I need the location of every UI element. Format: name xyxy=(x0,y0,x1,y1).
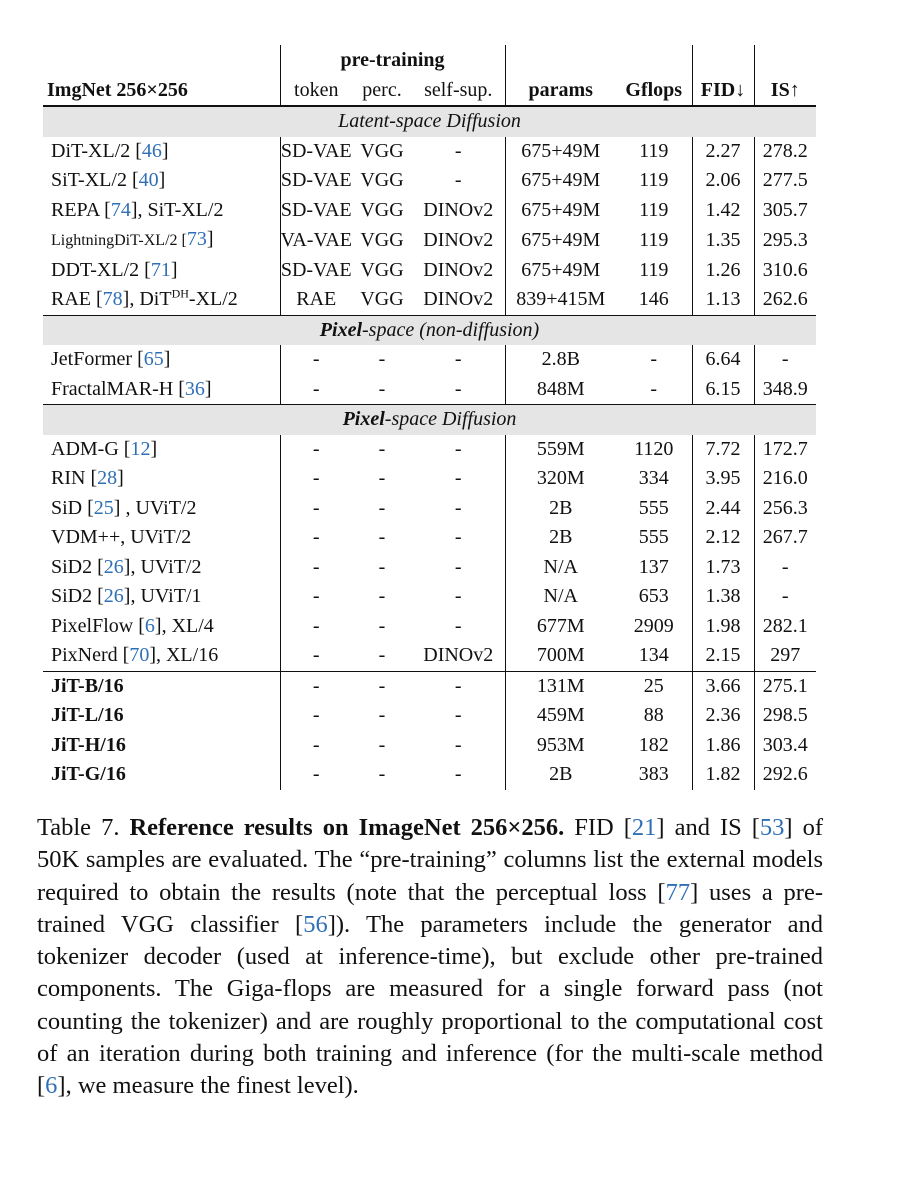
cell-perc: - xyxy=(352,375,412,405)
text-segment: ] uses a pre-trained VGG classifier [ xyxy=(37,878,823,938)
cell-is: 262.6 xyxy=(754,285,816,315)
text-segment: REPA [ xyxy=(51,198,111,221)
cell-gflops: 2909 xyxy=(633,614,674,637)
cell-gflops: 555 xyxy=(638,526,669,548)
method-name xyxy=(43,464,280,494)
text-segment: SiD2 [ xyxy=(51,585,104,607)
citation-link[interactable]: 6 xyxy=(144,614,155,637)
citation-link[interactable]: 74 xyxy=(110,198,131,221)
header-row-2 xyxy=(43,75,816,106)
cell-params: 2.8B xyxy=(505,345,616,375)
table-row xyxy=(43,256,816,286)
cell-params: 2B xyxy=(505,523,616,553)
method-name xyxy=(43,612,280,642)
cell-self-sup: - xyxy=(454,496,462,519)
cell-gflops: 134 xyxy=(616,641,692,671)
method-name xyxy=(43,345,280,375)
cell-fid: 7.72 xyxy=(692,435,754,465)
method-name xyxy=(43,435,280,465)
cell-token: - xyxy=(280,582,352,612)
citation-link[interactable]: 78 xyxy=(102,288,123,310)
cell-token: SD-VAE xyxy=(280,137,352,167)
cell-gflops: 182 xyxy=(638,733,669,756)
cell-perc: - xyxy=(378,555,386,578)
text-segment: RIN [ xyxy=(51,467,98,489)
cell-perc: - xyxy=(378,674,386,697)
col-token: token xyxy=(280,75,352,106)
cell-fid: 1.26 xyxy=(692,256,754,286)
cell-perc: - xyxy=(378,704,386,726)
citation-link[interactable]: 28 xyxy=(97,467,118,489)
cell-token: - xyxy=(280,731,352,761)
text-segment: ] xyxy=(206,228,214,250)
section-label xyxy=(43,315,816,345)
cell-self-sup: - xyxy=(454,763,462,785)
method-name xyxy=(43,225,280,256)
text-segment: FID [ xyxy=(564,814,632,841)
cell-perc: VGG xyxy=(360,258,404,281)
cell-is: 172.7 xyxy=(754,435,816,465)
cell-perc: - xyxy=(378,585,386,607)
col-self-sup: self-sup. xyxy=(412,75,505,106)
cell-gflops: 383 xyxy=(638,763,669,785)
cell-self-sup: - xyxy=(454,437,462,460)
superscript: DH xyxy=(171,286,189,301)
citation-link[interactable]: 12 xyxy=(130,437,151,460)
cell-token: - xyxy=(280,345,352,375)
cell-fid: 6.64 xyxy=(692,345,754,375)
cell-gflops: 137 xyxy=(638,555,669,578)
method-name xyxy=(43,553,280,583)
cell-gflops: 119 xyxy=(639,169,669,191)
cell-self-sup: DINOv2 xyxy=(412,641,505,671)
method-name xyxy=(43,285,280,315)
cell-params: 675+49M xyxy=(505,196,616,226)
cell-fid: 1.42 xyxy=(692,196,754,226)
cell-gflops: 653 xyxy=(638,585,669,607)
text-segment: SiD [ xyxy=(51,496,94,519)
text-segment: FractalMAR-H [ xyxy=(51,377,185,400)
cell-self-sup: DINOv2 xyxy=(423,198,494,221)
citation-link[interactable]: 26 xyxy=(103,555,124,578)
text-segment: -XL/2 xyxy=(188,288,238,310)
cell-self-sup: - xyxy=(454,733,462,756)
text-segment: PixNerd [ xyxy=(51,644,130,666)
cell-fid: 6.15 xyxy=(692,375,754,405)
text-segment: ], UViT/1 xyxy=(123,585,202,607)
section-label-text: -space Diffusion xyxy=(384,408,517,430)
text-segment: ], UViT/2 xyxy=(123,555,202,578)
cell-token: VA-VAE xyxy=(280,225,352,256)
cell-is: 292.6 xyxy=(754,760,816,790)
cell-is: 297 xyxy=(754,641,816,671)
cell-fid: 2.44 xyxy=(692,494,754,524)
cell-params: N/A xyxy=(505,582,616,612)
table-row xyxy=(43,464,816,494)
cell-self-sup: - xyxy=(412,375,505,405)
section-label-bold: Pixel xyxy=(342,408,385,430)
cell-is: 348.9 xyxy=(754,375,816,405)
method-name xyxy=(43,731,280,761)
table-row xyxy=(43,641,816,671)
table-row xyxy=(43,731,816,761)
cell-gflops: 334 xyxy=(638,467,669,489)
cell-params: 2B xyxy=(505,760,616,790)
cell-token: - xyxy=(280,641,352,671)
cell-fid: 1.73 xyxy=(692,553,754,583)
text-segment: ] and IS [ xyxy=(656,814,760,841)
text-segment: ], XL/16 xyxy=(149,644,219,666)
cell-perc: - xyxy=(378,437,386,460)
cell-params: 675+49M xyxy=(505,137,616,167)
cell-params: 675+49M xyxy=(505,256,616,286)
cell-perc: VGG xyxy=(360,169,404,191)
text-segment: ] xyxy=(150,437,158,460)
cell-perc: - xyxy=(378,763,386,785)
method-name xyxy=(43,523,280,553)
cell-token: - xyxy=(280,435,352,465)
cell-self-sup: - xyxy=(454,674,462,697)
table-row xyxy=(43,225,816,256)
cell-is: - xyxy=(754,345,816,375)
cell-is: 298.5 xyxy=(754,701,816,731)
text-segment: LightningDiT-XL/2 [ xyxy=(51,232,187,249)
cell-params: 559M xyxy=(505,435,616,465)
cell-token: - xyxy=(280,612,352,642)
cell-token: RAE xyxy=(280,285,352,315)
cell-perc: - xyxy=(378,348,386,370)
cell-is: 282.1 xyxy=(754,612,816,642)
cell-is: - xyxy=(754,582,816,612)
cell-gflops: 119 xyxy=(639,139,669,162)
text-segment: ] xyxy=(117,467,124,489)
cell-fid: 1.13 xyxy=(692,285,754,315)
text-segment: RAE [ xyxy=(51,288,103,310)
cell-perc: VGG xyxy=(352,285,412,315)
cell-self-sup: - xyxy=(454,585,462,607)
cell-self-sup: - xyxy=(454,348,462,370)
cell-self-sup: DINOv2 xyxy=(423,228,494,251)
cell-token: - xyxy=(280,375,352,405)
cell-fid: 1.98 xyxy=(692,612,754,642)
cell-gflops: 119 xyxy=(639,198,669,221)
text-segment: JiT-G/16 xyxy=(51,763,126,785)
cell-perc: - xyxy=(378,467,386,489)
cell-token: SD-VAE xyxy=(280,166,352,196)
table-row xyxy=(43,494,816,524)
citation-link[interactable]: 56 xyxy=(303,910,328,938)
text-segment: ] xyxy=(163,348,171,370)
cell-perc: VGG xyxy=(360,198,404,221)
table-row xyxy=(43,375,816,405)
text-segment: ] xyxy=(158,169,166,191)
cell-params: 459M xyxy=(505,701,616,731)
cell-is: 216.0 xyxy=(754,464,816,494)
col-fid: FID↓ xyxy=(692,75,754,106)
cell-fid: 3.95 xyxy=(692,464,754,494)
text-segment: DiT-XL/2 [ xyxy=(51,139,142,162)
text-segment: DDT-XL/2 [ xyxy=(51,258,151,281)
citation-link[interactable]: 46 xyxy=(141,139,162,162)
cell-params: 675+49M xyxy=(505,166,616,196)
citation-link[interactable]: 70 xyxy=(129,644,150,666)
text-segment: ]). The parameters include the generator and tokenizer decoder (used at inference-time), but exclude other pre-trained components. The Giga-flops are measured for a single forward pass (not counting the tokenizer) and are roughly proportional to the computational cost of an iteration during both training and inference (for the multi-scale method [ xyxy=(37,910,824,1100)
section-label-text: Latent-space Diffusion xyxy=(338,110,521,132)
cell-self-sup: DINOv2 xyxy=(423,258,494,281)
cell-params: 675+49M xyxy=(505,225,616,256)
table-row xyxy=(43,671,816,701)
citation-link[interactable]: 36 xyxy=(184,377,205,400)
text-segment: ADM-G [ xyxy=(51,437,131,460)
cell-perc: - xyxy=(378,733,386,756)
cell-self-sup: - xyxy=(454,526,462,548)
cell-fid: 2.06 xyxy=(692,166,754,196)
text-segment: ] , UViT/2 xyxy=(113,496,197,519)
citation-link[interactable]: 53 xyxy=(759,814,785,841)
cell-token: - xyxy=(280,671,352,701)
cell-perc: - xyxy=(352,641,412,671)
cell-gflops: - xyxy=(650,348,658,370)
cell-gflops: - xyxy=(616,375,692,405)
cell-fid: 2.12 xyxy=(692,523,754,553)
text-segment: ], DiT xyxy=(122,288,172,310)
col-gflops: Gflops xyxy=(616,75,692,106)
cell-is: 267.7 xyxy=(754,523,816,553)
cell-fid: 1.38 xyxy=(692,582,754,612)
citation-link[interactable]: 65 xyxy=(143,348,164,370)
text-segment: Table 7. xyxy=(37,814,130,841)
method-name xyxy=(43,494,280,524)
pretraining-group-header: pre-training xyxy=(280,45,505,75)
section-label-text: -space (non-diffusion) xyxy=(362,318,540,341)
table-row xyxy=(43,285,816,315)
section-header xyxy=(43,315,816,345)
section-header xyxy=(43,405,816,435)
table-row xyxy=(43,345,816,375)
cell-token: SD-VAE xyxy=(280,196,352,226)
section-header xyxy=(43,106,816,137)
cell-perc: VGG xyxy=(360,139,404,162)
text-segment: ], XL/4 xyxy=(154,614,214,637)
cell-fid: 1.35 xyxy=(692,225,754,256)
citation-link[interactable]: 71 xyxy=(150,258,171,281)
cell-is: 278.2 xyxy=(754,137,816,167)
cell-fid: 2.27 xyxy=(692,137,754,167)
text-segment: JiT-B/16 xyxy=(51,674,124,697)
cell-self-sup: - xyxy=(454,704,462,726)
caption-bold: Reference results on ImageNet 256×256. xyxy=(129,814,565,841)
cell-token: - xyxy=(280,701,352,731)
text-segment: SiT-XL/2 [ xyxy=(51,169,139,191)
cell-params: 320M xyxy=(505,464,616,494)
cell-token: - xyxy=(280,553,352,583)
text-segment: JetFormer [ xyxy=(51,348,144,370)
method-name xyxy=(43,256,280,286)
cell-params: 848M xyxy=(505,375,616,405)
cell-is: 277.5 xyxy=(754,166,816,196)
cell-gflops: 119 xyxy=(639,228,669,251)
cell-gflops: 1120 xyxy=(634,437,674,460)
cell-fid: 2.15 xyxy=(692,641,754,671)
section-label xyxy=(43,405,816,435)
results-table xyxy=(43,45,816,790)
table-title-header: ImgNet 256×256 xyxy=(43,75,280,106)
cell-perc: - xyxy=(378,614,386,637)
cell-params: 2B xyxy=(505,494,616,524)
table-row xyxy=(43,582,816,612)
text-segment: JiT-H/16 xyxy=(51,733,126,756)
cell-gflops: 88 xyxy=(643,704,664,726)
cell-self-sup: - xyxy=(454,467,462,489)
col-params: params xyxy=(505,75,616,106)
citation-link[interactable]: 40 xyxy=(138,169,159,191)
cell-gflops: 119 xyxy=(639,258,669,281)
table-row xyxy=(43,137,816,167)
cell-params: 131M xyxy=(505,671,616,701)
method-name xyxy=(43,671,280,701)
cell-fid: 1.86 xyxy=(692,731,754,761)
method-name xyxy=(43,166,280,196)
cell-gflops: 25 xyxy=(643,674,664,697)
cell-params: 677M xyxy=(505,612,616,642)
cell-is: 256.3 xyxy=(754,494,816,524)
text-segment: JiT-L/16 xyxy=(51,704,124,726)
cell-self-sup: DINOv2 xyxy=(412,285,505,315)
cell-self-sup: - xyxy=(454,614,462,637)
cell-self-sup: - xyxy=(454,169,462,191)
cell-gflops: 146 xyxy=(616,285,692,315)
cell-fid: 3.66 xyxy=(692,671,754,701)
text-segment: ], SiT-XL/2 xyxy=(130,198,224,221)
method-name xyxy=(43,760,280,790)
text-segment: PixelFlow [ xyxy=(51,614,145,637)
table-row xyxy=(43,166,816,196)
cell-perc: - xyxy=(378,526,386,548)
table-row xyxy=(43,523,816,553)
table-row xyxy=(43,612,816,642)
cell-is: 275.1 xyxy=(754,671,816,701)
method-name xyxy=(43,701,280,731)
method-name xyxy=(43,582,280,612)
cell-fid: 1.82 xyxy=(692,760,754,790)
citation-link[interactable]: 73 xyxy=(186,228,207,250)
method-name xyxy=(43,196,280,226)
citation-link[interactable]: 25 xyxy=(93,496,114,519)
citation-link[interactable]: 77 xyxy=(665,878,691,906)
cell-token: - xyxy=(280,464,352,494)
cell-params: 700M xyxy=(505,641,616,671)
table-row xyxy=(43,553,816,583)
cell-perc: - xyxy=(378,496,386,519)
table-row xyxy=(43,701,816,731)
section-label-bold: Pixel xyxy=(319,318,363,341)
text-segment: ] xyxy=(170,258,178,281)
text-segment: ], we measure the finest level). xyxy=(57,1072,359,1100)
cell-self-sup: - xyxy=(454,139,462,162)
cell-params: 839+415M xyxy=(505,285,616,315)
method-name xyxy=(43,641,280,671)
cell-gflops: 555 xyxy=(638,496,669,519)
cell-perc: VGG xyxy=(360,228,404,251)
cell-fid: 2.36 xyxy=(692,701,754,731)
header-row-1 xyxy=(43,45,816,75)
table-row xyxy=(43,196,816,226)
cell-is: 310.6 xyxy=(754,256,816,286)
table-caption xyxy=(37,812,823,1103)
cell-token: - xyxy=(280,523,352,553)
cell-token: SD-VAE xyxy=(280,256,352,286)
text-segment: SiD2 [ xyxy=(51,555,104,578)
cell-token: - xyxy=(280,494,352,524)
citation-link[interactable]: 21 xyxy=(631,814,657,841)
cell-is: - xyxy=(754,553,816,583)
col-perc: perc. xyxy=(352,75,412,106)
cell-is: 305.7 xyxy=(754,196,816,226)
citation-link[interactable]: 6 xyxy=(45,1072,58,1100)
method-name xyxy=(43,137,280,167)
text-segment: ] xyxy=(161,139,169,162)
cell-token: - xyxy=(280,760,352,790)
text-segment: ] xyxy=(204,377,212,400)
cell-params: 953M xyxy=(505,731,616,761)
method-name xyxy=(43,375,280,405)
table-row xyxy=(43,760,816,790)
cell-params: N/A xyxy=(505,553,616,583)
text-segment: VDM++, UViT/2 xyxy=(51,526,192,548)
cell-self-sup: - xyxy=(454,555,462,578)
table-row xyxy=(43,435,816,465)
table-body xyxy=(43,106,816,790)
cell-is: 295.3 xyxy=(754,225,816,256)
col-is: IS↑ xyxy=(754,75,816,106)
section-label xyxy=(43,106,816,137)
citation-link[interactable]: 26 xyxy=(103,585,124,607)
cell-is: 303.4 xyxy=(754,731,816,761)
text-segment: ] of 50K samples are evaluated. The “pre-training” columns list the external models required to obtain the results (note that the perceptual loss [ xyxy=(37,814,823,906)
